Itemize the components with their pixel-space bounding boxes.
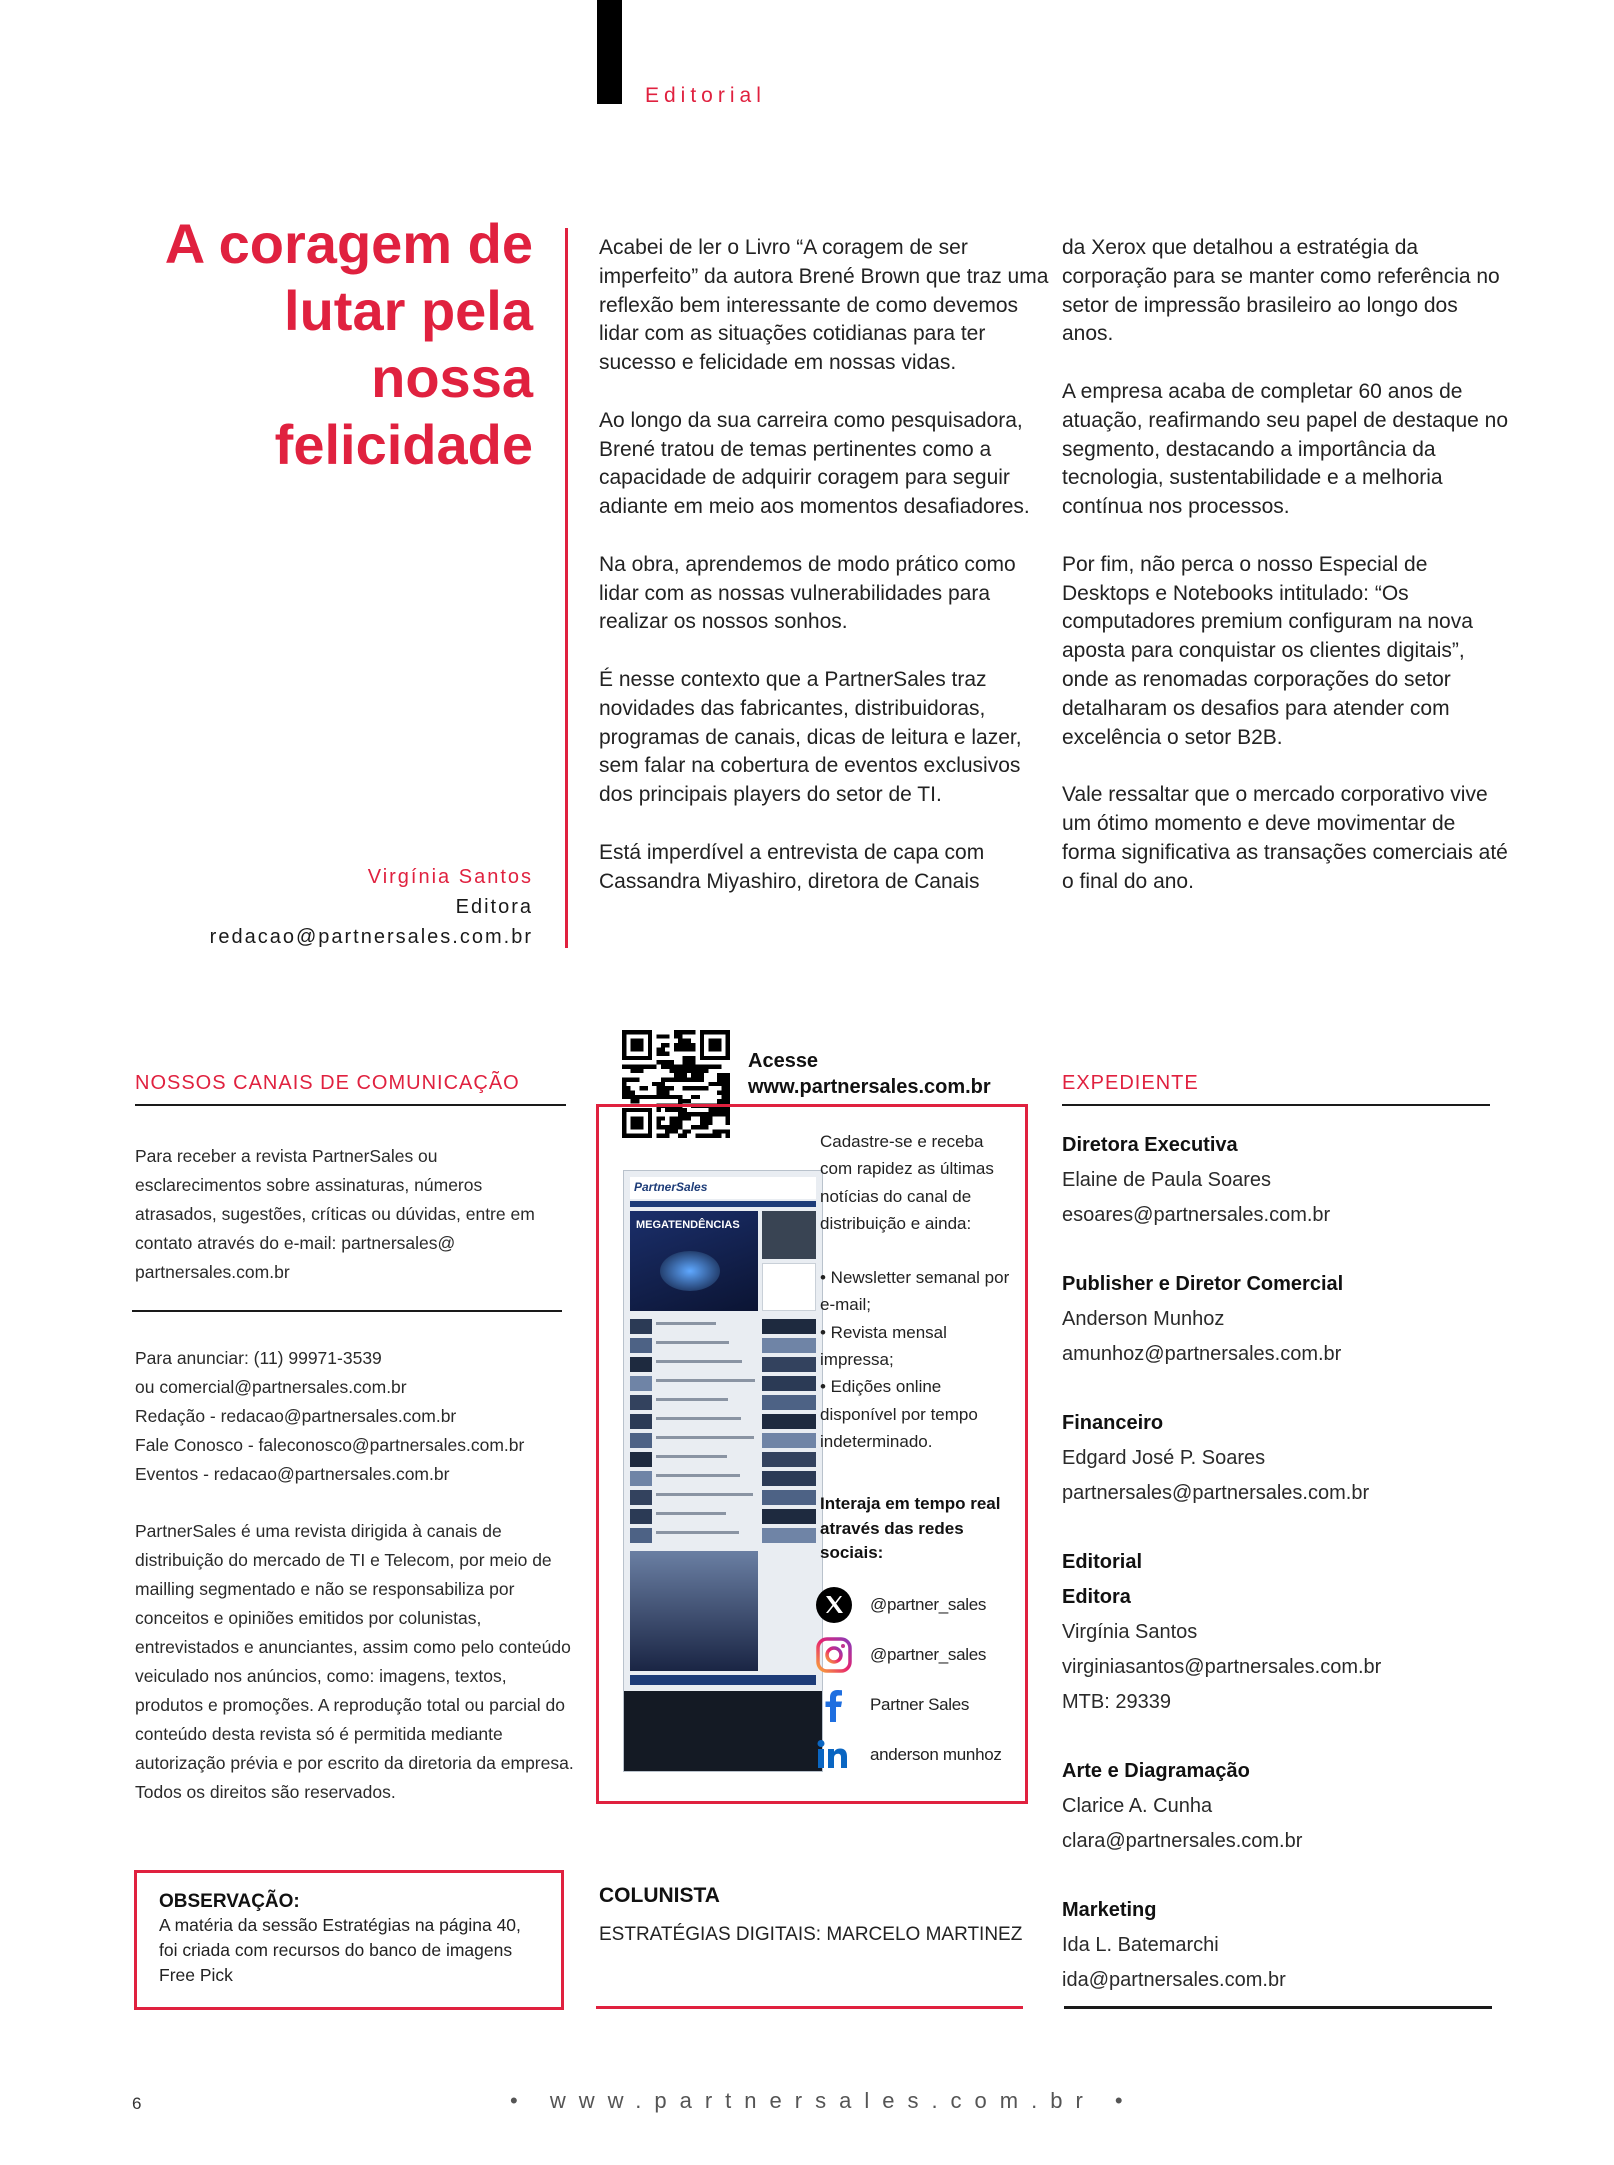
magazine-article-thumb <box>762 1490 816 1505</box>
magazine-article-thumb <box>630 1414 652 1429</box>
colunista-text: ESTRATÉGIAS DIGITAIS: MARCELO MARTINEZ <box>599 1924 1023 1945</box>
magazine-article-thumb <box>630 1490 652 1505</box>
magazine-article-thumb <box>762 1338 816 1353</box>
expediente-detail: Elaine de Paula Soares <box>1062 1169 1272 1191</box>
paragraph: Por fim, não perca o nosso Especial de Desktops e Notebooks intitulado: “Os computadores premium configuram na nova aposta para conquistar os clientes digitais”, onde as renomadas corporações do setor detalharam os desafios para atender com excelência o setor B2B. <box>1062 552 1473 749</box>
editorial-column-2 <box>1062 234 1512 925</box>
expediente-role: Editorial <box>1062 1551 1143 1573</box>
magazine-masthead <box>630 1177 816 1199</box>
magazine-footer <box>624 1691 822 1771</box>
expediente-group <box>1062 1754 1492 1859</box>
expediente-role: Editora <box>1062 1586 1131 1608</box>
magazine-article-thumb <box>630 1319 652 1334</box>
magazine-article-thumb <box>762 1509 816 1524</box>
magazine-hero <box>630 1211 758 1311</box>
magazine-article-thumb <box>762 1433 816 1448</box>
divider <box>596 2006 1023 2009</box>
paragraph: Na obra, aprendemos de modo prático como lidar com as nossas vulnerabilidades para realizar os nossos sonhos. <box>599 552 1016 634</box>
magazine-feature-image <box>630 1551 758 1671</box>
expediente-group <box>1062 1545 1492 1720</box>
expediente-detail: Anderson Munhoz <box>1062 1308 1225 1330</box>
expediente-detail: esoares@partnersales.com.br <box>1062 1204 1331 1226</box>
author-role: Editora <box>455 896 533 918</box>
magazine-article-line <box>656 1417 741 1420</box>
paragraph: A empresa acaba de completar 60 anos de atuação, reafirmando seu papel de destaque no segmento, destacando a importância da tecnologia, sustentabilidade e a melhoria contínua nos processos. <box>1062 379 1508 519</box>
linkedin-icon <box>815 1736 853 1774</box>
magazine-article-thumb <box>630 1376 652 1391</box>
magazine-article-thumb <box>762 1528 816 1543</box>
magazine-side-ad <box>762 1263 816 1311</box>
social-facebook[interactable] <box>815 1686 1025 1726</box>
expediente-detail: Edgard José P. Soares <box>1062 1447 1266 1469</box>
magazine-article-thumb <box>630 1433 652 1448</box>
magazine-section-bar <box>630 1675 816 1685</box>
canais-disclaimer: PartnerSales é uma revista dirigida à canais de distribuição do mercado de TI e Telecom, por meio de mailling segmentado e não se responsabiliza por conceitos e opiniões emitidos por colunistas, entrevistados e anunciantes, assim como pelo conteúdo veiculado nos anúncios, como: imagens, textos, produtos e promoções. A reprodução total ou parcial do conteúdo desta revista só é permitida mediante autorização prévia e por escrito da diretoria da empresa. Todos os direitos são reservados. <box>135 1521 574 1802</box>
magazine-article-thumb <box>762 1376 816 1391</box>
magazine-article-thumb <box>630 1471 652 1486</box>
magazine-nav-bar <box>630 1201 816 1207</box>
expediente-role: Arte e Diagramação <box>1062 1760 1250 1782</box>
promo-intro: Cadastre-se e receba com rapidez as últimas notícias do canal de distribuição e ainda: <box>820 1132 994 1233</box>
editorial-title: A coragem de lutar pela nossa felicidade <box>164 212 533 476</box>
magazine-article-thumb <box>630 1338 652 1353</box>
x-icon <box>815 1586 853 1624</box>
magazine-cover-thumbnail[interactable] <box>623 1170 823 1772</box>
section-label: Editorial <box>645 84 766 107</box>
observacao-box <box>134 1870 564 2010</box>
magazine-article-thumb <box>630 1509 652 1524</box>
contact-line[interactable]: Redação - redacao@partnersales.com.br <box>135 1406 457 1426</box>
magazine-side-ad <box>762 1211 816 1259</box>
magazine-article-line <box>656 1341 729 1344</box>
acesse-label: Acesse <box>748 1050 819 1072</box>
social-x[interactable] <box>815 1586 1025 1626</box>
observacao-text: A matéria da sessão Estratégias na página 40, foi criada com recursos do banco de imagens Free Pick <box>159 1915 521 1985</box>
paragraph: Acabei de ler o Livro “A coragem de ser imperfeito” da autora Brené Brown que traz uma reflexão bem interessante de como devemos lidar com as situações cotidianas para ter sucesso e felicidade em nossas vidas. <box>599 236 1049 375</box>
magazine-article-thumb <box>630 1395 652 1410</box>
magazine-article-thumb <box>762 1395 816 1410</box>
author-email[interactable]: redacao@partnersales.com.br <box>209 926 533 948</box>
expediente-detail: virginiasantos@partnersales.com.br <box>1062 1656 1382 1678</box>
magazine-article-thumb <box>630 1452 652 1467</box>
promo-bullet: • Newsletter semanal por e-mail; <box>820 1268 1010 1315</box>
divider <box>135 1104 566 1106</box>
magazine-article-line <box>656 1398 728 1401</box>
colunista-heading: COLUNISTA <box>599 1884 720 1907</box>
promo-bullet: • Revista mensal impressa; <box>820 1322 947 1370</box>
expediente-role: Financeiro <box>1062 1412 1164 1434</box>
social-label: Partner Sales <box>870 1695 970 1714</box>
magazine-article-thumb <box>762 1452 816 1467</box>
social-label: @partner_sales <box>870 1595 987 1614</box>
expediente-detail: MTB: 29339 <box>1062 1691 1171 1713</box>
title-divider <box>565 228 568 948</box>
author-name: Virgínia Santos <box>367 866 533 888</box>
paragraph: Vale ressaltar que o mercado corporativo vive um ótimo momento e deve movimentar de forma significativa as transações comerciais até o final do ano. <box>1062 783 1508 893</box>
magazine-article-thumb <box>762 1357 816 1372</box>
expediente-detail: clara@partnersales.com.br <box>1062 1830 1303 1852</box>
page-number: 6 <box>132 2094 142 2113</box>
footer-url[interactable]: • www.partnersales.com.br • <box>510 2088 1136 2113</box>
magazine-headline: MEGATENDÊNCIAS <box>636 1219 740 1231</box>
magazine-article-thumb <box>762 1414 816 1429</box>
expediente-role: Diretora Executiva <box>1062 1134 1238 1156</box>
magazine-article-line <box>656 1512 726 1515</box>
header-tab-bar <box>597 0 622 104</box>
observacao-title: OBSERVAÇÃO: <box>159 1891 300 1912</box>
expediente-detail: ida@partnersales.com.br <box>1062 1969 1286 1991</box>
expediente-detail: Clarice A. Cunha <box>1062 1795 1213 1817</box>
expediente-group <box>1062 1893 1492 1998</box>
expediente-group <box>1062 1128 1492 1233</box>
promo-bullet: • Edições online disponível por tempo indeterminado. <box>820 1377 978 1451</box>
canais-contacts <box>135 1344 575 1489</box>
paragraph: Está imperdível a entrevista de capa com Cassandra Miyashiro, diretora de Canais <box>599 840 985 893</box>
expediente-detail: amunhoz@partnersales.com.br <box>1062 1343 1342 1365</box>
canais-heading: NOSSOS CANAIS DE COMUNICAÇÃO <box>135 1072 520 1094</box>
expediente-group <box>1062 1406 1492 1511</box>
contact-line[interactable]: ou comercial@partnersales.com.br <box>135 1377 407 1397</box>
expediente-detail: Virgínia Santos <box>1062 1621 1198 1643</box>
contact-line[interactable]: Eventos - redacao@partnersales.com.br <box>135 1464 450 1484</box>
expediente-role: Publisher e Diretor Comercial <box>1062 1273 1344 1295</box>
contact-line[interactable]: Fale Conosco - faleconosco@partnersales.com.br <box>135 1435 525 1455</box>
magazine-article-thumb <box>630 1528 652 1543</box>
social-instagram[interactable] <box>815 1636 1025 1676</box>
author-block <box>160 862 533 952</box>
magazine-article-line <box>656 1379 755 1382</box>
expediente-heading: EXPEDIENTE <box>1062 1072 1199 1094</box>
magazine-article-line <box>656 1531 739 1534</box>
magazine-article-thumb <box>762 1471 816 1486</box>
magazine-article-thumb <box>762 1319 816 1334</box>
contact-line: Para anunciar: (11) 99971-3539 <box>135 1348 382 1368</box>
magazine-article-line <box>656 1474 740 1477</box>
expediente-detail: partnersales@partnersales.com.br <box>1062 1482 1370 1504</box>
magazine-article-thumb <box>630 1357 652 1372</box>
divider <box>1062 1104 1490 1106</box>
magazine-article-line <box>656 1455 727 1458</box>
site-link[interactable]: www.partnersales.com.br <box>748 1076 991 1098</box>
instagram-icon <box>815 1636 853 1674</box>
expediente-role: Marketing <box>1062 1899 1157 1921</box>
social-heading: Interaja em tempo real através das redes sociais: <box>820 1494 1001 1562</box>
paragraph: Ao longo da sua carreira como pesquisadora, Brené tratou de temas pertinentes como a capacidade de adquirir coragem para seguir adiante em meio aos momentos desafiadores. <box>599 408 1030 519</box>
expediente-group <box>1062 1267 1492 1372</box>
paragraph: da Xerox que detalhou a estratégia da corporação para se manter como referência no setor de impressão brasileiro ao longo dos anos. <box>1062 236 1500 346</box>
paragraph: É nesse contexto que a PartnerSales traz novidades das fabricantes, distribuidoras, programas de canais, dicas de leitura e lazer, sem falar na cobertura de eventos exclusivos dos principais players do setor de TI. <box>599 667 1022 807</box>
acesse-block <box>748 1048 991 1100</box>
magazine-article-line <box>656 1493 753 1496</box>
social-label: @partner_sales <box>870 1645 987 1664</box>
promo-text <box>820 1128 1020 1455</box>
magazine-article-line <box>656 1322 716 1325</box>
divider <box>132 1310 562 1312</box>
magazine-article-line <box>656 1436 754 1439</box>
expediente-list <box>1062 1128 1492 2032</box>
editorial-column-1 <box>599 234 1049 925</box>
magazine-logo: PartnerSales <box>634 1180 708 1194</box>
magazine-article-line <box>656 1360 742 1363</box>
hero-graphic <box>660 1251 720 1291</box>
canais-intro: Para receber a revista PartnerSales ou esclarecimentos sobre assinaturas, números atrasados, sugestões, críticas ou dúvidas, entre em contato através do e-mail: partnersales@ partnersales.com.br <box>135 1146 535 1282</box>
social-label: anderson munhoz <box>870 1745 1002 1764</box>
expediente-detail: Ida L. Batemarchi <box>1062 1934 1219 1956</box>
social-linkedin[interactable] <box>815 1736 1025 1776</box>
facebook-icon <box>815 1686 853 1724</box>
divider <box>1064 2006 1492 2009</box>
